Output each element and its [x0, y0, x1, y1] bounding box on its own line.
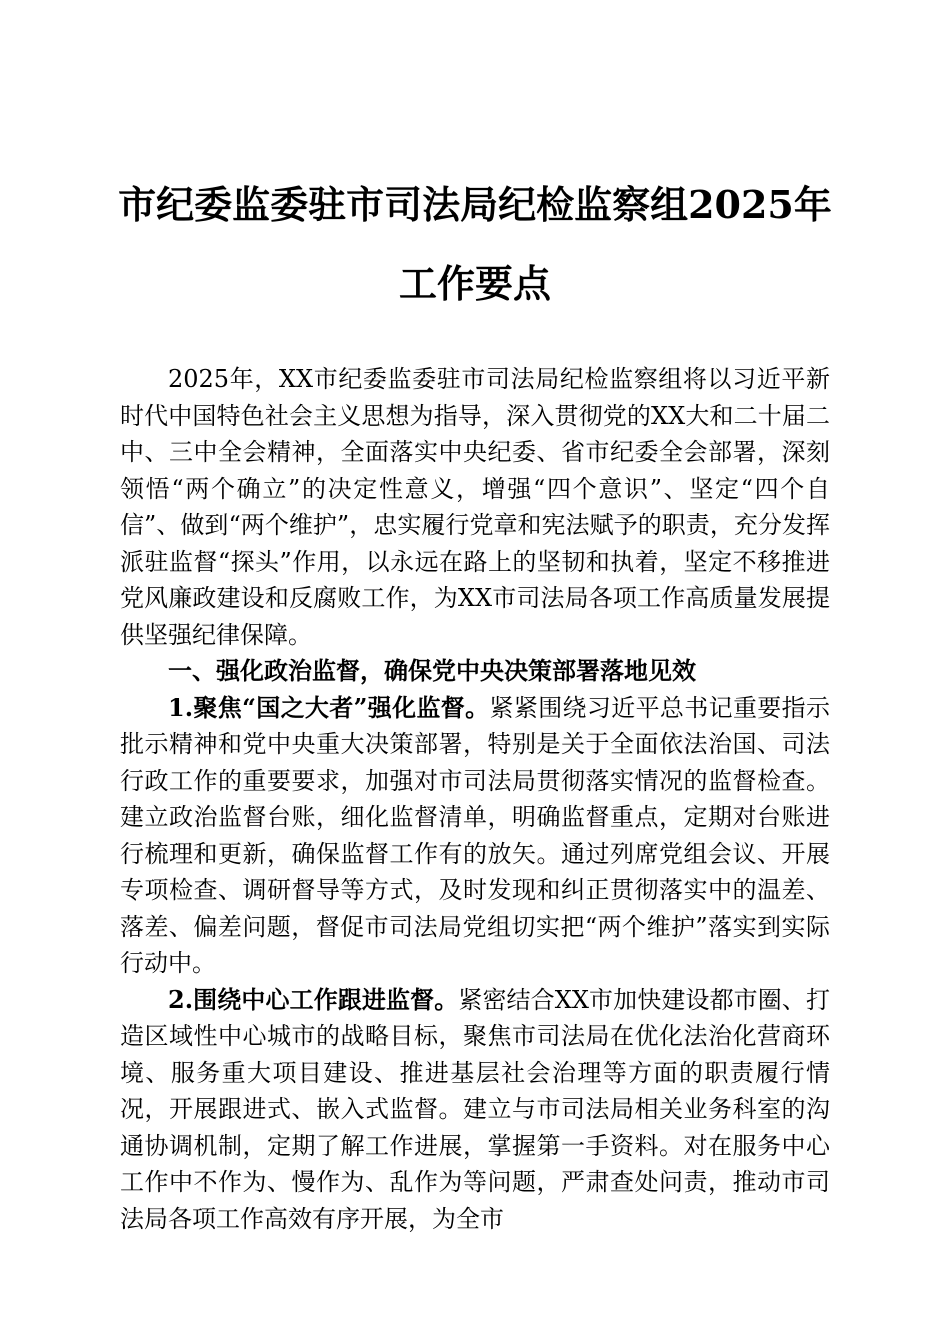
item-paragraph-1 — [120, 690, 830, 982]
document-title: 市纪委监委驻市司法局纪检监察组2025年工作要点 — [118, 182, 832, 306]
intro-paragraph: 2025年，XX市纪委监委驻市司法局纪检监察组将以习近平新时代中国特色社会主义思想为指导，深入贯彻党的XX大和二十届二中、三中全会精神，全面落实中央纪委、省市纪委全会部署，深刻领悟“两个确立”的决定性意义，增强“四个意识”、坚定“四个自信”、做到“两个维护”，忠实履行党章和宪法赋予的职责，充分发挥派驻监督“探头”作用，以永远在路上的坚韧和执着，坚定不移推进党风廉政建设和反腐败工作，为XX市司法局各项工作高质量发展提供坚强纪律保障。 — [120, 365, 830, 649]
document-body — [120, 361, 830, 1237]
item-lead-1: 1.聚焦“国之大者”强化监督。 — [168, 692, 490, 722]
item-text-1: 紧紧围绕习近平总书记重要指示批示精神和党中央重大决策部署，特别是关于全面依法治国、司法行政工作的重要要求，加强对市司法局贯彻落实情况的监督检查。建立政治监督台账，细化监督清单，明确监督重点，定期对台账进行梳理和更新，确保监督工作有的放矢。通过列席党组会议、开展专项检查、调研督导等方式，及时发现和纠正贯彻落实中的温差、落差、偏差问题，督促市司法局党组切实把“两个维护”落实到实际行动中。 — [120, 693, 830, 977]
item-lead-2: 2.围绕中心工作跟进监督。 — [168, 984, 459, 1014]
item-paragraph-2 — [120, 982, 830, 1238]
section-heading-1: 一、强化政治监督，确保党中央决策部署落地见效 — [168, 656, 696, 685]
item-text-2: 紧密结合XX市加快建设都市圈、打造区域性中心城市的战略目标，聚焦市司法局在优化法治化营商环境、服务重大项目建设、推进基层社会治理等方面的职责履行情况，开展跟进式、嵌入式监督。建立与市司法局相关业务科室的沟通协调机制，定期了解工作进展，掌握第一手资料。对在服务中心工作中不作为、慢作为、乱作为等问题，严肃查处问责，推动市司法局各项工作高效有序开展，为全市 — [120, 985, 831, 1233]
